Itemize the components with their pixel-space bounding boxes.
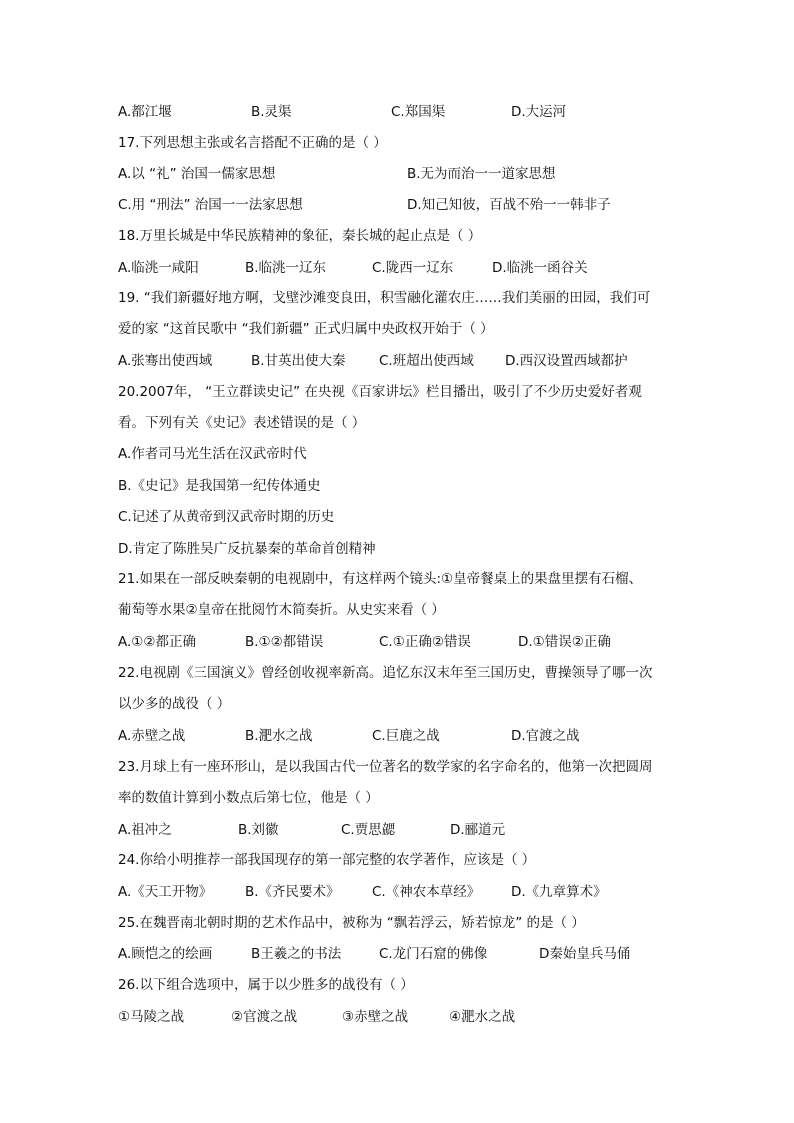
question-20-option-d: D.肯定了陈胜吴广反抗暴秦的革命首创精神 xyxy=(118,541,376,557)
item-1: ①马陵之战 xyxy=(118,1009,185,1025)
item-2: ②官渡之战 xyxy=(231,1009,298,1025)
option-c: C.《神农本草经》 xyxy=(372,884,481,900)
question-22-stem-line1: 22.电视剧《三国演义》曾经创收视率新高。追忆东汉末年至三国历史，曹操领导了哪一次 xyxy=(118,665,653,681)
question-23-stem-line1: 23.月球上有一座环形山，是以我国古代一位著名的数学家的名字命名的，他第一次把圆周 xyxy=(118,759,653,775)
question-18-stem: 18.万里长城是中华民族精神的象征，秦长城的起止点是（ ） xyxy=(118,228,482,244)
option-a: A.赤壁之战 xyxy=(118,728,186,744)
option-c: C.龙门石窟的佛像 xyxy=(379,946,488,962)
option-d: D秦始皇兵马俑 xyxy=(539,946,631,962)
question-19-stem-line1: 19. “我们新疆好地方啊，戈壁沙滩变良田，积雪融化灌农庄……我们美丽的田园，我们可 xyxy=(118,290,651,306)
option-c: C.贾思勰 xyxy=(341,822,396,838)
option-b: B王羲之的书法 xyxy=(251,946,342,962)
option-d: D.临洮一函谷关 xyxy=(492,260,588,276)
question-22-stem-line2: 以少多的战役（ ） xyxy=(118,696,231,712)
option-b: B.无为而治一一道家思想 xyxy=(407,166,556,182)
question-20-stem-line1: 20.2007年， “王立群读史记” 在央视《百家讲坛》栏目播出，吸引了不少历史爱好者观 xyxy=(118,384,642,400)
option-a: A.①②都正确 xyxy=(118,634,196,650)
question-17-stem: 17.下列思想主张或名言搭配不正确的是（ ） xyxy=(118,135,387,151)
item-4: ④淝水之战 xyxy=(449,1009,516,1025)
option-d: D.西汉设置西域都护 xyxy=(505,353,628,369)
option-c: C.陇西一辽东 xyxy=(372,260,454,276)
option-c: C.郑国渠 xyxy=(391,104,446,120)
option-b: B.淝水之战 xyxy=(245,728,313,744)
question-23-stem-line2: 率的数值计算到小数点后第七位，他是（ ） xyxy=(118,790,379,806)
option-b: B.①②都错误 xyxy=(245,634,324,650)
question-19-stem-line2: 爱的家 “这首民歌中 “我们新疆” 正式归属中央政权开始于（ ） xyxy=(118,321,494,337)
option-a: A.顾恺之的绘画 xyxy=(118,946,213,962)
question-20-option-a: A.作者司马光生活在汉武帝时代 xyxy=(118,446,307,462)
option-b: B.甘英出使大秦 xyxy=(251,353,346,369)
question-20-stem-line2: 看。下列有关《史记》表述错误的是（ ） xyxy=(118,415,366,431)
question-21-stem-line1: 21.如果在一部反映秦朝的电视剧中，有这样两个镜头:①皇帝餐桌上的果盘里摆有石榴、 xyxy=(118,571,643,587)
option-d: D.《九章算术》 xyxy=(511,884,607,900)
option-a: A.《天工开物》 xyxy=(118,884,213,900)
option-b: B.《齐民要术》 xyxy=(245,884,340,900)
option-c: C.班超出使西域 xyxy=(379,353,474,369)
option-b: B.刘徽 xyxy=(238,822,279,838)
option-a: A.以 “礼” 治国一儒家思想 xyxy=(118,166,276,182)
option-d: D.大运河 xyxy=(511,104,567,120)
option-c: C.①正确②错误 xyxy=(379,634,471,650)
option-c: C.巨鹿之战 xyxy=(372,728,440,744)
option-b: B.灵渠 xyxy=(251,104,292,120)
option-c: C.用 “刑法” 治国一一法家思想 xyxy=(118,197,303,213)
question-21-stem-line2: 葡萄等水果②皇帝在批阅竹木简奏折。从史实来看（ ） xyxy=(118,602,445,618)
question-26-stem: 26.以下组合选项中，属于以少胜多的战役有（ ） xyxy=(118,977,414,993)
option-b: B.临洮一辽东 xyxy=(245,260,327,276)
question-20-option-c: C.记述了从黄帝到汉武帝时期的历史 xyxy=(118,509,335,525)
question-24-stem: 24.你给小明推荐一部我国现存的第一部完整的农学著作，应该是（ ） xyxy=(118,852,536,868)
option-a: A.都江堰 xyxy=(118,104,172,120)
option-d: D.①错误②正确 xyxy=(518,634,611,650)
option-a: A.临洮一咸阳 xyxy=(118,260,199,276)
item-3: ③赤壁之战 xyxy=(342,1009,409,1025)
question-25-stem: 25.在魏晋南北朝时期的艺术作品中，被称为 “飘若浮云，矫若惊龙” 的是（ ） xyxy=(118,915,585,931)
option-d: D.知己知彼，百战不殆一一韩非子 xyxy=(407,197,611,213)
option-d: D.官渡之战 xyxy=(511,728,580,744)
option-a: A.张骞出使西域 xyxy=(118,353,213,369)
option-a: A.祖冲之 xyxy=(118,822,172,838)
option-d: D.郦道元 xyxy=(450,822,506,838)
question-20-option-b: B.《史记》是我国第一纪传体通史 xyxy=(118,478,321,494)
